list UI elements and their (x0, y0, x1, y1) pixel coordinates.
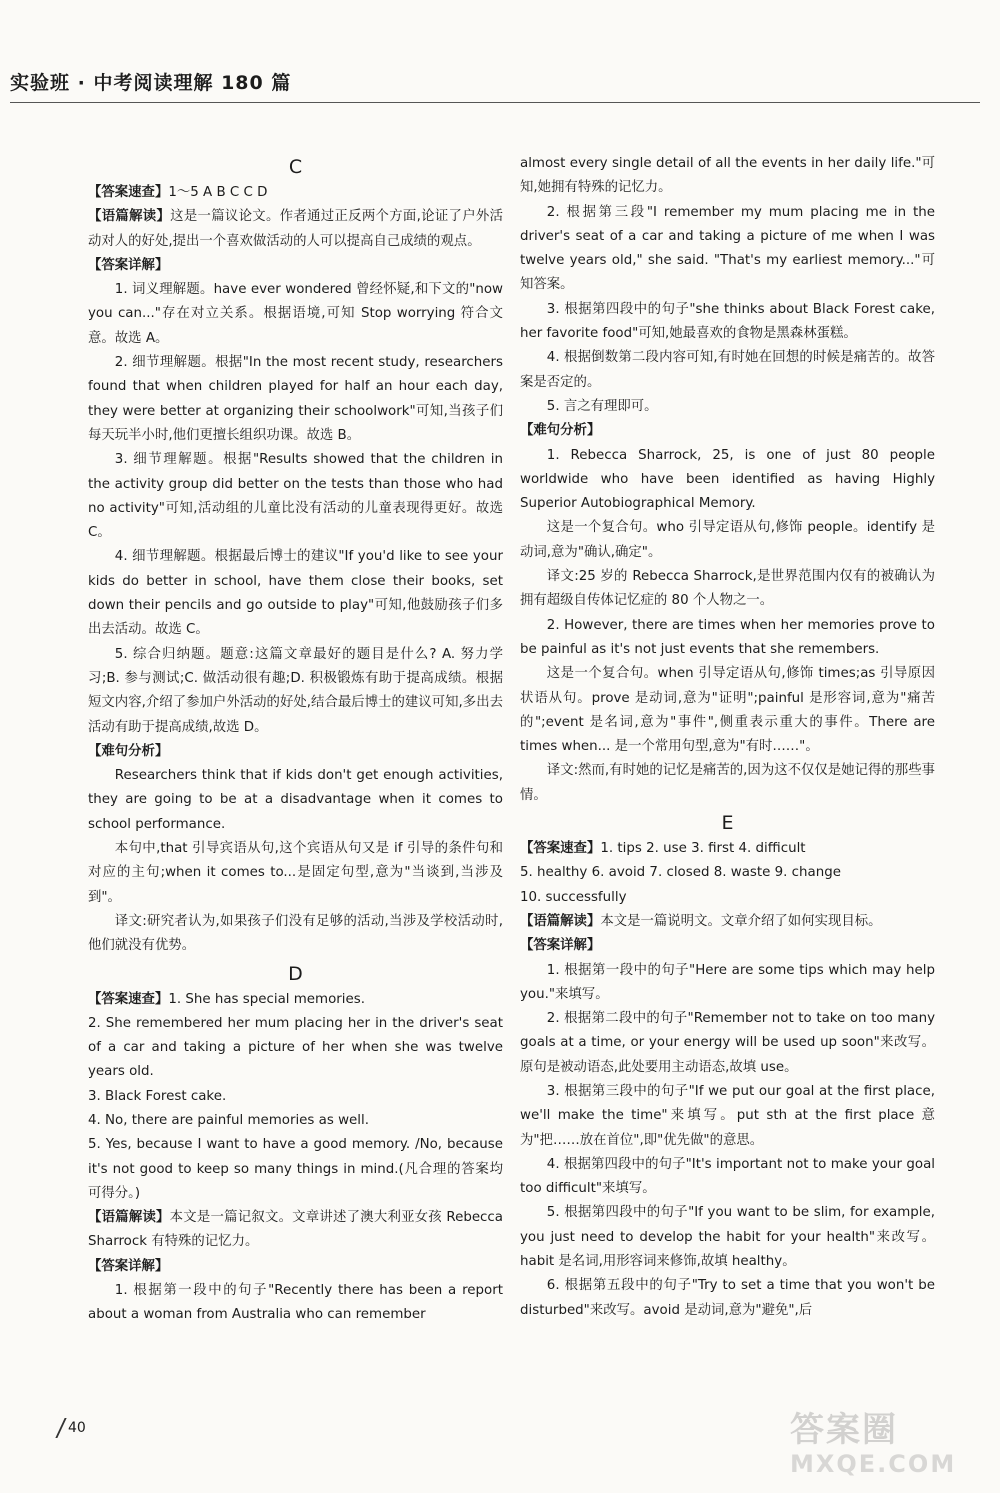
d-reading (88, 1206, 503, 1255)
c-hard-tag: 【难句分析】 (88, 743, 169, 759)
e-reading-text: 本文是一篇说明文。文章介绍了如何实现目标。 (600, 913, 882, 929)
e-detail-item: 5. 根据第四段中的句子"If you want to be slim, for example, you just need to develop the habit for your health"来改写。habit 是名词,用形容词来修饰,故填 healthy。 (520, 1205, 935, 1270)
e-reading (520, 910, 935, 934)
d-hard-item: 译文:然而,有时她的记忆是痛苦的,因为这不仅仅是她记得的那些事情。 (520, 763, 935, 803)
d-hard-item: 2. However, there are times when her memories prove to be painful as it's not just events that she remembers. (520, 617, 935, 657)
page-header (10, 62, 980, 103)
e-detail-item: 4. 根据第四段中的句子"It's important not to make your goal too difficult"来填写。 (520, 1156, 935, 1197)
d-hard-item: 这是一个复合句。who 引导定语从句,修饰 people。identify 是动词,意为"确认,确定"。 (520, 520, 935, 560)
d-reading-tag: 【语篇解读】 (88, 1210, 170, 1226)
e-detail-item: 2. 根据第二段中的句子"Remember not to take on too many goals at a time, or your energy will be used up soon"来改写。原句是被动语态,此处要用主动语态,故填 use。 (520, 1011, 935, 1075)
d-detail-item: 5. 言之有理即可。 (546, 398, 658, 414)
e-detail-item: 6. 根据第五段中的句子"Try to set a time that you won't be disturbed"来改写。avoid 是动词,意为"避免",后 (520, 1278, 935, 1318)
c-detail-tag: 【答案详解】 (88, 257, 169, 273)
c-detail-item: 4. 细节理解题。根据最后博士的建议"If you'd like to see your kids do better in school, have them close their books, set down their pencils and go outside to play"可知,他鼓励孩子们多出去活动。故选 C。 (88, 549, 503, 638)
c-detail-item: 2. 细节理解题。根据"In the most recent study, researchers found that when children played for half an hour each day, they were better at organizing their schoolwork"可知,当孩子们每天玩半小时,他们更擅长组织功课。故选 B。 (88, 355, 503, 443)
d-answer: 4. No, there are painful memories as well. (88, 1112, 369, 1128)
d-detail-item: 3. 根据第四段中的句子"she thinks about Black Forest cake, her favorite food"可知,她最喜欢的食物是黑森林蛋糕。 (520, 301, 935, 342)
c-reading-tag: 【语篇解读】 (88, 209, 171, 225)
d-answer: 1. She has special memories. (168, 991, 365, 1007)
c-answers (88, 181, 503, 205)
d-reading-text: 本文是一篇记叙文。文章讲述了澳大利亚女孩 Rebecca Sharrock 有特殊的记忆力。 (88, 1210, 503, 1250)
page-number: 40 (68, 1420, 86, 1436)
d-hard-tag: 【难句分析】 (520, 423, 601, 439)
section-c-title: C (288, 156, 303, 178)
watermark (790, 1410, 970, 1485)
section-e-title: E (721, 812, 734, 835)
book-title: 实验班 · 中考阅读理解 180 篇 (10, 72, 292, 94)
c-reading-text: 这是一篇议论文。作者通过正反两个方面,论证了户外活动对人的好处,提出一个喜欢做活动的人可以提高自己成绩的观点。 (88, 209, 503, 249)
watermark-logo: 答案圈 (790, 1410, 898, 1450)
left-column (88, 152, 503, 1328)
e-answers-text: 1. tips 2. use 3. first 4. difficult (600, 841, 806, 857)
e-detail-item: 3. 根据第三段中的句子"If we put our goal at the first place, we'll make the time"来填写。put sth at the first place 意为"把……放在首位",即"优先做"的意思。 (520, 1083, 935, 1148)
c-detail-item: 3. 细节理解题。根据"Results showed that the children in the activity group did better on the tests than those who had no activity"可知,活动组的儿童比没有活动的儿童表现得更好。故选 C。 (88, 452, 503, 541)
e-detail-tag: 【答案详解】 (520, 938, 601, 954)
d-detail-continued: almost every single detail of all the events in her daily life."可知,她拥有特殊的记忆力。 (520, 156, 935, 196)
e-answers-line (520, 837, 935, 861)
d-detail-item: 2. 根据第三段"I remember my mum placing me in the driver's seat of a car and taking a picture of me when I was twelve years old," she said. "That's my earliest memory..."可知答案。 (520, 204, 935, 293)
section-d-title: D (288, 962, 303, 985)
d-hard-item: 1. Rebecca Sharrock, 25, is one of just 80 people worldwide who have been identified as having Highly Superior Autobiographical Memory. (520, 447, 935, 512)
d-answers-tag: 【答案速查】 (88, 991, 169, 1007)
e-answers-line: 10. successfully (520, 889, 627, 905)
d-answers-tag-line (88, 988, 503, 1012)
d-detail-item: 1. 根据第一段中的句子"Recently there has been a report about a woman from Australia who can remember (88, 1283, 503, 1323)
c-hard-analysis: 本句中,that 引导宾语从句,这个宾语从句又是 if 引导的条件句和对应的主句;when it comes to...是固定句型,意为"当谈到,当涉及到"。 (88, 841, 503, 905)
c-hard-translation: 译文:研究者认为,如果孩子们没有足够的活动,当涉及学校活动时,他们就没有优势。 (88, 913, 503, 954)
watermark-url: MXQE.COM (790, 1450, 957, 1478)
e-reading-tag: 【语篇解读】 (520, 913, 601, 929)
d-answer: 3. Black Forest cake. (88, 1088, 227, 1104)
d-detail-tag: 【答案详解】 (88, 1258, 169, 1274)
d-answer: 2. She remembered her mum placing her in the driver's seat of a car and taking a picture of her when she was twelve years old. (88, 1015, 503, 1080)
d-answer: 5. Yes, because I want to have a good memory. /No, because it's not good to keep so many things in mind.(凡合理的答案均可得分。) (88, 1137, 503, 1201)
e-answers-tag: 【答案速查】 (520, 841, 601, 857)
d-hard-item: 这是一个复合句。when 引导定语从句,修饰 times;as 引导原因状语从句。prove 是动词,意为"证明";painful 是形容词,意为"痛苦的";event 是名词,意为"事件",侧重表示重大的事件。There are times when... 是一个常用句型,意为"有时……"。 (520, 666, 935, 755)
d-detail-item: 4. 根据倒数第二段内容可知,有时她在回想的时候是痛苦的。故答案是否定的。 (520, 350, 935, 390)
c-reading (88, 205, 503, 254)
e-detail-item: 1. 根据第一段中的句子"Here are some tips which may help you."来填写。 (520, 962, 935, 1002)
d-hard-item: 译文:25 岁的 Rebecca Sharrock,是世界范围内仅有的被确认为拥有超级自传体记忆症的 80 个人物之一。 (520, 569, 935, 609)
e-answers-line: 5. healthy 6. avoid 7. closed 8. waste 9. change (520, 865, 841, 881)
c-answers-text: 1～5 A B C C D (168, 185, 268, 200)
c-detail-item: 1. 词义理解题。have ever wondered 曾经怀疑,和下文的"now you can..."存在对立关系。根据语境,可知 Stop worrying 符合文意。故选 A。 (88, 282, 503, 346)
right-column (520, 152, 935, 1323)
c-hard-english: Researchers think that if kids don't get enough activities, they are going to be at a disadvantage when it comes to school performance. (88, 768, 503, 832)
c-detail-item: 5. 综合归纳题。题意:这篇文章最好的题目是什么? A. 努力学习;B. 参与测试;C. 做活动很有趣;D. 积极锻炼有助于提高成绩。根据短文内容,介绍了参加户外活动的好处,结合最后博士的建议可知,多出去活动有助于提高成绩,故选 D。 (88, 646, 503, 735)
c-answers-tag: 【答案速查】 (88, 185, 169, 200)
